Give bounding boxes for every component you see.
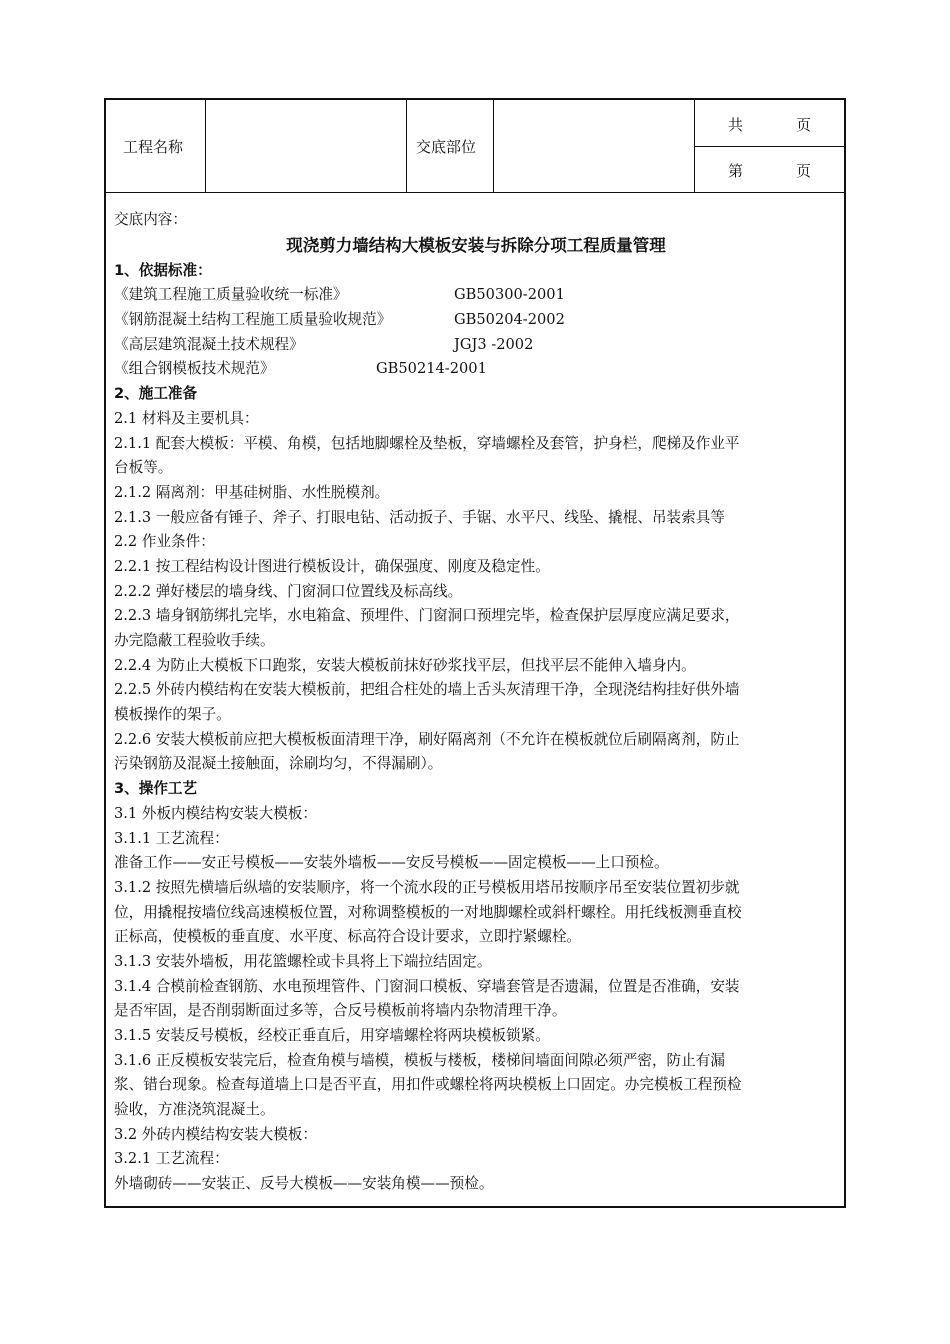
text-line: 台板等。 (114, 459, 173, 477)
page-cell-divider (694, 146, 844, 147)
text-line: 准备工作——安正号模板——安装外墙板——安反号模板——固定模板——上口预检。 (114, 854, 669, 872)
header-divider-4 (694, 100, 695, 192)
text-line: 2.2.5 外砖内模结构在安装大模板前，把组合柱处的墙上舌头灰清理干净，全现浇结构挂好供外墙 (114, 681, 740, 699)
text-line: 3.1.2 按照先横墙后纵墙的安装顺序，将一个流水段的正号模板用塔吊按顺序吊至安装位置初步就 (114, 878, 740, 896)
text-line: 2.1.2 隔离剂：甲基硅树脂、水性脱模剂。 (114, 483, 390, 501)
text-line: 2.2.3 墙身钢筋绑扎完毕，水电箱盒、预埋件、门窗洞口预埋完毕，检查保护层厚度应满足要求， (114, 607, 740, 625)
text-line: 2.2.6 安装大模板前应把大模板板面清理干净，刷好隔离剂（不允许在模板就位后刷隔离剂，防止 (114, 730, 740, 748)
text-line: 3.2.1 工艺流程： (114, 1150, 229, 1168)
standard-item (114, 283, 838, 308)
header-divider-2 (406, 100, 407, 192)
standard-code: JGJ3 -2002 (454, 335, 534, 353)
standard-code: GB50300-2001 (454, 286, 565, 304)
document-title: 现浇剪力墙结构大模板安装与拆除分项工程质量管理 (286, 235, 666, 255)
text-line: 2.2 作业条件： (114, 533, 215, 551)
text-line: 3.1.6 正反模板安装完后，检查角模与墙模，模板与楼板，楼梯间墙面间隙必须严密，防止有漏 (114, 1051, 725, 1069)
section-body (114, 407, 838, 777)
standard-name: 《建筑工程施工质量验收统一标准》 (114, 286, 348, 304)
project-name-label: 工程名称 (123, 138, 184, 156)
text-line: 是否牢固，是否削弱断面过多等，合反号模板前将墙内杂物清理干净。 (114, 1002, 567, 1020)
total-pages-label-2: 页 (796, 116, 812, 134)
intro-label: 交底内容： (114, 211, 187, 228)
text-line: 2.2.1 按工程结构设计图进行模板设计，确保强度、刚度及稳定性。 (114, 557, 550, 575)
standard-name: 《高层建筑混凝土技术规程》 (114, 335, 304, 353)
disclosure-content (114, 208, 838, 1197)
standard-code: GB50204-2002 (454, 311, 565, 329)
text-line: 正标高，使模板的垂直度、水平度、标高符合设计要求，立即拧紧螺栓。 (114, 928, 582, 946)
text-line: 3.1.5 安装反号模板，经校正垂直后，用穿墙螺栓将两块模板锁紧。 (114, 1027, 550, 1044)
location-label: 交底部位 (416, 138, 477, 156)
text-line: 3.1.3 安装外墙板，用花篮螺栓或卡具将上下端拉结固定。 (114, 952, 492, 970)
standard-item (114, 308, 838, 333)
page-label-2: 页 (796, 162, 812, 180)
text-line: 验收，方准浇筑混凝土。 (114, 1101, 275, 1119)
standard-code: GB50214-2001 (376, 360, 487, 378)
text-line: 2.1 材料及主要机具： (114, 409, 259, 427)
text-line: 位，用撬棍按墙位线高速模板位置，对称调整模板的一对地脚螺栓或斜杆螺栓。用托线板测垂直校 (114, 903, 742, 921)
text-line: 2.2.4 为防止大模板下口跑浆，安装大模板前抹好砂浆找平层，但找平层不能伸入墙身内。 (114, 656, 696, 674)
disclosure-form (104, 98, 846, 1208)
text-line: 污染钢筋及混凝土接触面，涂刷均匀，不得漏刷）。 (114, 755, 443, 773)
total-pages-label-1: 共 (728, 116, 744, 134)
section-heading: 3、操作工艺 (114, 780, 198, 798)
standard-item (114, 333, 838, 358)
header-divider-3 (493, 100, 494, 192)
header-divider-1 (205, 100, 206, 192)
section-body (114, 802, 838, 1197)
standard-name: 《组合钢模板技术规范》 (114, 360, 275, 378)
text-line: 3.1 外板内模结构安装大模板： (114, 804, 317, 822)
text-line: 2.2.2 弹好楼层的墙身线、门窗洞口位置线及标高线。 (114, 582, 463, 600)
page-label-1: 第 (728, 162, 744, 180)
text-line: 模板操作的架子。 (114, 706, 231, 724)
standard-name: 《钢筋混凝土结构工程施工质量验收规范》 (114, 311, 392, 329)
text-line: 浆、错台现象。检查每道墙上口是否平直，用扣件或螺栓将两块模板上口固定。办完模板工程预检 (114, 1076, 742, 1094)
text-line: 2.1.3 一般应备有锤子、斧子、打眼电钻、活动扳子、手锯、水平尺、线坠、撬棍、吊装索具等 (114, 508, 725, 526)
section-heading: 1、依据标准： (114, 261, 212, 279)
text-line: 3.1.1 工艺流程： (114, 829, 229, 847)
text-line: 外墙砌砖——安装正、反号大模板——安装角模——预检。 (114, 1175, 494, 1193)
section-heading: 2、施工准备 (114, 385, 198, 403)
text-line: 3.2 外砖内模结构安装大模板： (114, 1125, 317, 1143)
text-line: 办完隐蔽工程验收手续。 (114, 632, 275, 649)
text-line: 3.1.4 合模前检查钢筋、水电预埋管件、门窗洞口模板、穿墙套管是否遗漏，位置是否准确，安装 (114, 977, 740, 995)
standard-item (114, 357, 838, 382)
text-line: 2.1.1 配套大模板：平模、角模，包括地脚螺栓及垫板，穿墙螺栓及套管，护身栏，爬梯及作业平 (114, 434, 740, 452)
header-bottom-rule (106, 192, 844, 193)
